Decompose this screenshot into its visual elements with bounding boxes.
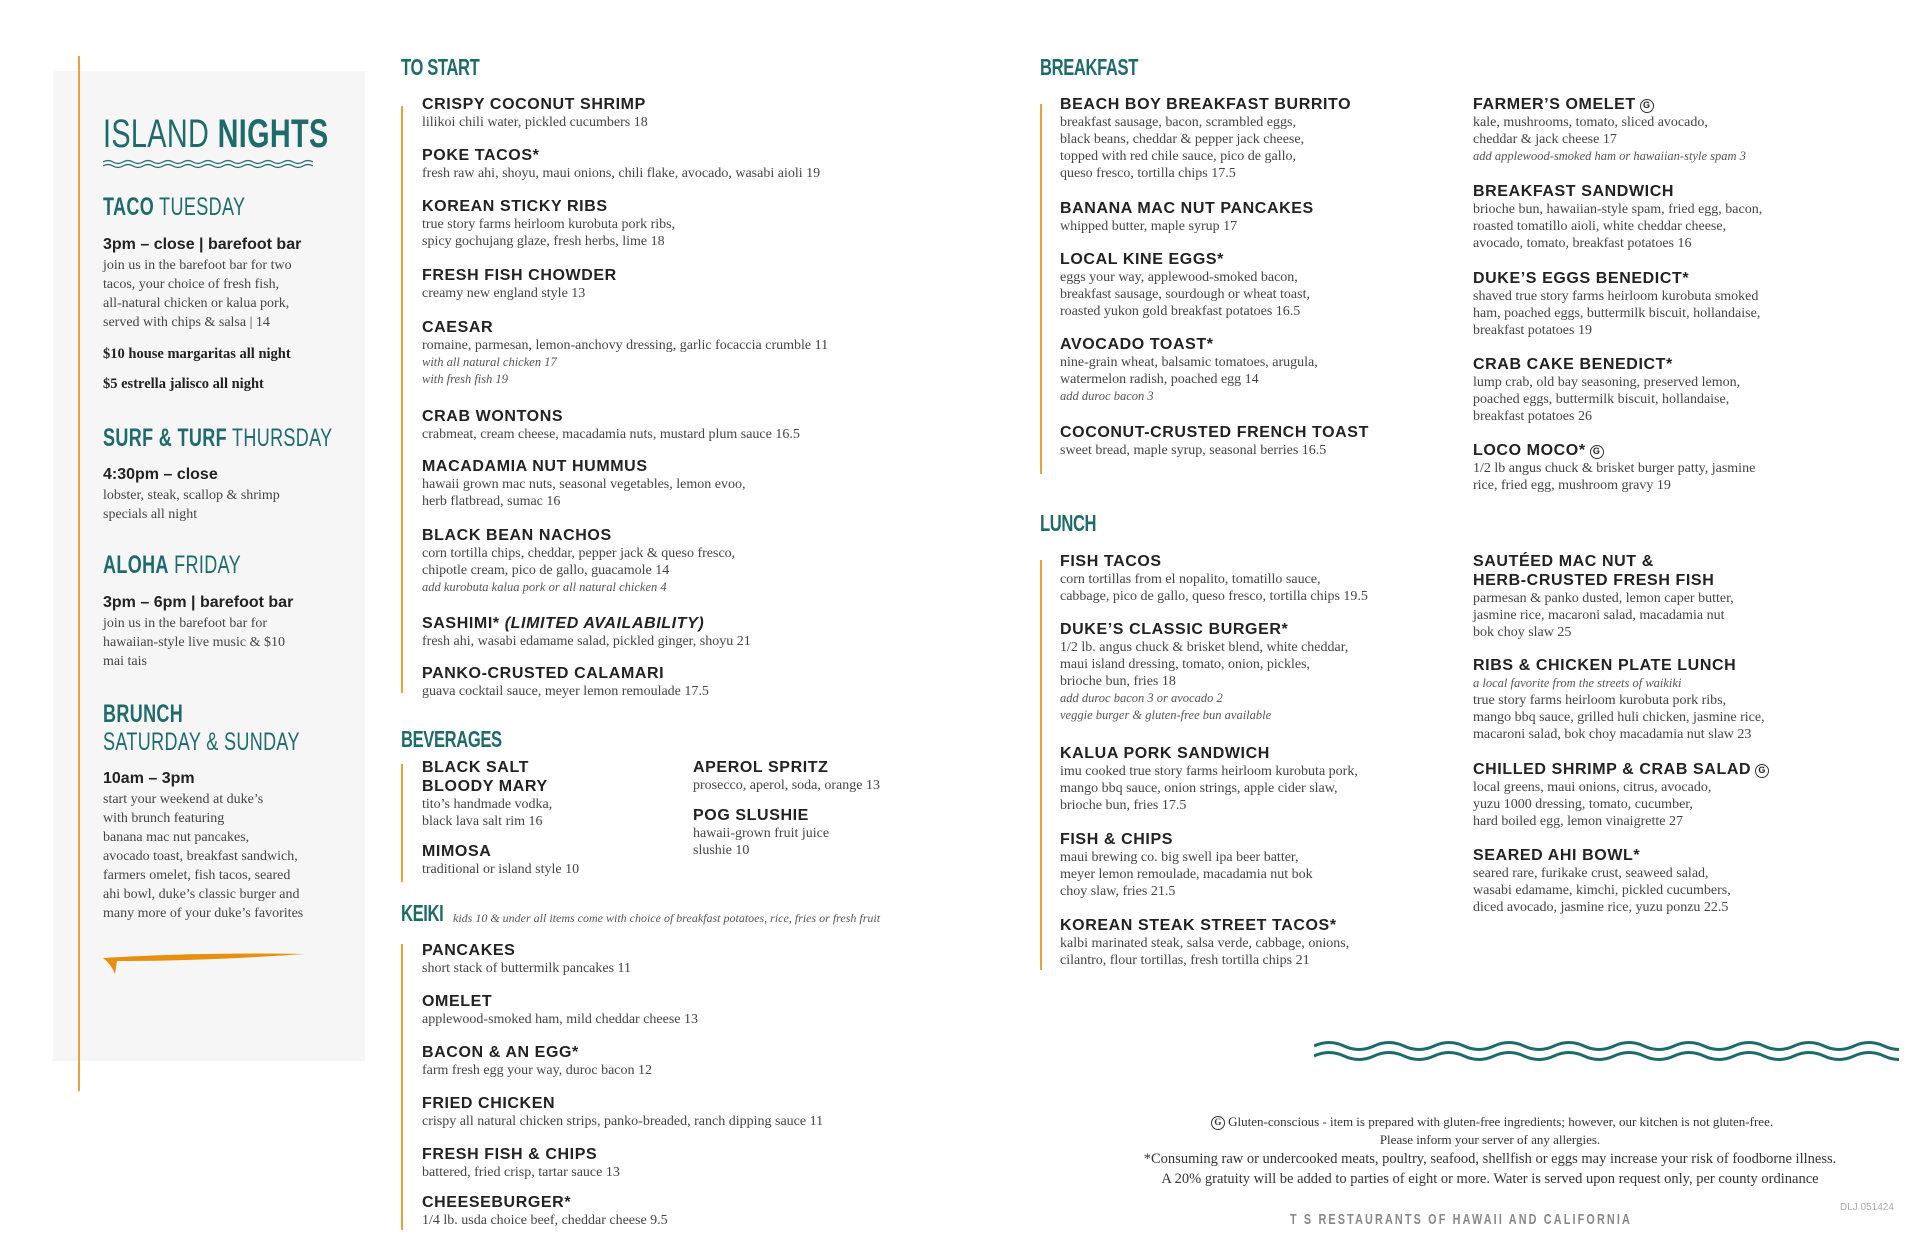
item-description: breakfast sausage, bacon, scrambled eggs, black beans, cheddar & pepper jack cheese, topped with red chile sauce, pico de gallo, queso fresco, tortilla chips 17.5: [1060, 115, 1305, 181]
item-name-text: FISH TACOS: [1060, 553, 1162, 570]
to-start-title: TO START: [401, 54, 480, 80]
item-description: lilikoi chili water, pickled cucumbers 18: [422, 115, 648, 130]
menu-item: [1060, 250, 1310, 320]
menu-item: [422, 1094, 823, 1130]
wave-divider: [103, 159, 313, 169]
to-start-bar: [401, 106, 403, 693]
item-name-text: CAESAR: [422, 319, 494, 336]
wave-decoration: [1314, 1040, 1899, 1064]
item-name: POG SLUSHIE: [693, 807, 809, 824]
item-name-text: KALUA PORK SANDWICH: [1060, 745, 1270, 762]
sidebar-accent-line: [78, 56, 80, 1091]
menu-item: [1473, 552, 1734, 641]
menu-item: [422, 614, 751, 650]
breakfast-bar: [1040, 104, 1042, 474]
item-name-text: FRESH FISH CHOWDER: [422, 267, 617, 284]
item-name: [1060, 423, 1369, 442]
taco-deal-margaritas: $10 house margaritas all night: [103, 346, 291, 362]
taco-text: join us in the barefoot bar for two tacos, your choice of fresh fish, all-natural chicken or kalua pork, served with chips & salsa | 14: [103, 258, 292, 330]
item-description: traditional or island style 10: [422, 862, 580, 877]
menu-item: [1060, 744, 1358, 814]
item-name: [1060, 552, 1368, 571]
gluten-free-icon: [1640, 99, 1654, 113]
item-name-text: SEARED AHI BOWL*: [1473, 847, 1641, 864]
item-name-text: SAUTÉED MAC NUT & HERB-CRUSTED FRESH FISH: [1473, 553, 1715, 589]
item-name: [1060, 916, 1349, 935]
item-name: [1060, 95, 1351, 114]
item-name-text: COCONUT-CRUSTED FRENCH TOAST: [1060, 424, 1369, 441]
breakfast-title: BREAKFAST: [1040, 54, 1138, 80]
item-note: with all natural chicken 17 with fresh fish 19: [422, 355, 557, 386]
item-description: true story farms heirloom kurobuta pork ribs, mango bbq sauce, grilled huli chicken, jasmine rice, macaroni salad, bok choy macadamia nut slaw 23: [1473, 693, 1765, 742]
item-name-text: SASHIMI*: [422, 615, 500, 632]
brunch-time: 10am – 3pm: [103, 770, 195, 787]
item-description: corn tortilla chips, cheddar, pepper jack & queso fresco, chipotle cream, pico de gallo, guacamole 14: [422, 546, 736, 578]
beverages-bar: [401, 764, 403, 882]
item-name-text: PANCAKES: [422, 942, 516, 959]
item-name-text: BLACK SALT BLOODY MARY: [422, 759, 548, 795]
item-name-text: FRESH FISH & CHIPS: [422, 1146, 598, 1163]
item-name: [1060, 620, 1348, 639]
allergy-note: Please inform your server of any allergies.: [1379, 1132, 1601, 1147]
brunch-days: SATURDAY & SUNDAY: [103, 728, 300, 756]
menu-item: [422, 146, 820, 182]
beverages-title: BEVERAGES: [401, 726, 502, 752]
item-name-text: KOREAN STICKY RIBS: [422, 198, 608, 215]
item-description: guava cocktail sauce, meyer lemon remoulade 17.5: [422, 684, 709, 699]
item-name-text: MIMOSA: [422, 843, 492, 860]
item-note: a local favorite from the streets of waikiki: [1473, 676, 1682, 690]
item-name-text: CRAB WONTONS: [422, 408, 564, 425]
item-name: [1060, 830, 1313, 849]
item-name: [422, 266, 617, 285]
raw-warning: *Consuming raw or undercooked meats, poultry, seafood, shellfish or eggs may increase your risk of foodborne illness.: [1143, 1151, 1837, 1167]
gratuity-note: A 20% gratuity will be added to parties of eight or more. Water is served upon request only, per county ordinance: [1161, 1171, 1819, 1187]
item-description: farm fresh egg your way, duroc bacon 12: [422, 1063, 653, 1078]
item-availability: (LIMITED AVAILABILITY): [499, 615, 705, 632]
item-name: [1473, 656, 1765, 675]
item-name: [1473, 269, 1760, 288]
item-name: [1473, 95, 1746, 114]
menu-item: [422, 842, 579, 878]
item-name-text: BLACK BEAN NACHOS: [422, 527, 612, 544]
item-name-text: DUKE’S CLASSIC BURGER*: [1060, 621, 1289, 638]
item-description: parmesan & panko dusted, lemon caper butter, jasmine rice, macaroni salad, macadamia nut bok choy slaw 25: [1473, 591, 1734, 640]
item-description: local greens, maui onions, citrus, avocado, yuzu 1000 dressing, tomato, cucumber, hard boiled egg, lemon vinaigrette 27: [1473, 780, 1712, 829]
item-name: [422, 457, 745, 476]
menu-item: [422, 266, 617, 302]
menu-item: [1060, 199, 1314, 235]
item-description: sweet bread, maple syrup, seasonal berries 16.5: [1060, 443, 1327, 458]
menu-item: [1473, 95, 1746, 165]
gluten-free-icon: [1590, 445, 1604, 459]
surf-time: 4:30pm – close: [103, 466, 218, 483]
item-name-text: BEACH BOY BREAKFAST BURRITO: [1060, 96, 1352, 113]
item-name: [422, 95, 648, 114]
menu-item: [422, 758, 552, 830]
item-name: [1473, 355, 1740, 374]
menu-item: [422, 457, 745, 510]
item-name-text: FISH & CHIPS: [1060, 831, 1173, 848]
item-name-text: POKE TACOS*: [422, 147, 540, 164]
menu-item: [1060, 830, 1313, 900]
item-name: APEROL SPRITZ: [693, 759, 829, 776]
island-nights-title: ISLAND NIGHTS: [103, 112, 329, 156]
menu-item: [1473, 656, 1765, 743]
item-description: fresh ahi, wasabi edamame salad, pickled ginger, shoyu 21: [422, 634, 751, 649]
keiki-title: KEIKI: [401, 900, 444, 926]
item-name-text: BANANA MAC NUT PANCAKES: [1060, 200, 1314, 217]
brunch-text: start your weekend at duke’s with brunch featuring banana mac nut pancakes, avocado toast, breakfast sandwich, farmers omelet, fish tacos, seared ahi bowl, duke’s classic burger and many more of your duke’s favorites: [103, 792, 304, 921]
taco-deal-estrella: $5 estrella jalisco all night: [103, 376, 264, 392]
menu-item: [1473, 441, 1755, 494]
item-name-text: LOCAL KINE EGGS*: [1060, 251, 1224, 268]
menu-code: DLJ 051424: [1840, 1202, 1894, 1213]
item-note: add duroc bacon 3: [1060, 389, 1154, 403]
item-description: battered, fried crisp, tartar sauce 13: [422, 1165, 620, 1180]
item-name-text: PANKO-CRUSTED CALAMARI: [422, 665, 665, 682]
item-description: lump crab, old bay seasoning, preserved lemon, poached eggs, buttermilk biscuit, hollandaise, breakfast potatoes 26: [1473, 375, 1741, 424]
item-name: [422, 1145, 620, 1164]
item-note: add kurobuta kalua pork or all natural chicken 4: [422, 580, 667, 594]
item-name-text: FRIED CHICKEN: [422, 1095, 556, 1112]
menu-item: [1473, 846, 1731, 916]
menu-item: [422, 992, 698, 1028]
item-description: prosecco, aperol, soda, orange 13: [693, 778, 880, 793]
menu-item: [1060, 916, 1349, 969]
keiki-subtitle: kids 10 & under all items come with choice of breakfast potatoes, rice, fries or fresh fruit: [453, 911, 881, 925]
menu-item: [422, 407, 800, 443]
menu-item: [1060, 423, 1369, 459]
item-description: kale, mushrooms, tomato, sliced avocado, cheddar & jack cheese 17: [1473, 115, 1708, 147]
item-description: nine-grain wheat, balsamic tomatoes, arugula, watermelon radish, poached egg 14: [1060, 355, 1318, 387]
item-description: corn tortillas from el nopalito, tomatillo sauce, cabbage, pico de gallo, queso fresco, tortilla chips 19.5: [1060, 572, 1368, 604]
item-description: hawaii-grown fruit juice slushie 10: [693, 826, 830, 858]
item-name-text: AVOCADO TOAST*: [1060, 336, 1214, 353]
menu-item: [1060, 552, 1368, 605]
menu-item: [422, 95, 648, 131]
item-description: kalbi marinated steak, salsa verde, cabbage, onions, cilantro, flour tortillas, fresh tortilla chips 21: [1060, 936, 1350, 968]
menu-item: [422, 318, 828, 388]
item-description: seared rare, furikake crust, seaweed salad, wasabi edamame, kimchi, pickled cucumbers, diced avocado, jasmine rice, yuzu ponzu 22.5: [1473, 866, 1731, 915]
item-name: [422, 526, 735, 545]
keiki-bar: [401, 944, 403, 1230]
item-name-text: KOREAN STEAK STREET TACOS*: [1060, 917, 1337, 934]
item-name: [1060, 335, 1318, 354]
item-description: hawaii grown mac nuts, seasonal vegetables, lemon evoo, herb flatbread, sumac 16: [422, 477, 746, 509]
menu-item: [1060, 95, 1351, 182]
item-description: crabmeat, cream cheese, macadamia nuts, mustard plum sauce 16.5: [422, 427, 800, 442]
item-name-text: BACON & AN EGG*: [422, 1044, 579, 1061]
item-name: [1060, 199, 1314, 218]
item-description: applewood-smoked ham, mild cheddar cheese 13: [422, 1012, 699, 1027]
aloha-time: 3pm – 6pm | barefoot bar: [103, 594, 294, 611]
item-description: brioche bun, hawaiian-style spam, fried egg, bacon, roasted tomatillo aioli, white cheddar cheese, avocado, tomato, breakfast potatoes 16: [1473, 202, 1763, 251]
item-name-text: RIBS & CHICKEN PLATE LUNCH: [1473, 657, 1737, 674]
item-description: tito’s handmade vodka, black lava salt rim 16: [422, 797, 553, 829]
menu-item: [422, 1043, 652, 1079]
item-description: 1/2 lb angus chuck & brisket burger patty, jasmine rice, fried egg, mushroom gravy 19: [1473, 461, 1756, 493]
menu-item: [422, 526, 735, 596]
item-name-text: FARMER’S OMELET: [1473, 96, 1636, 113]
menu-item: [422, 1193, 668, 1229]
brunch-heading: BRUNCH: [103, 700, 184, 728]
menu-item: [1473, 355, 1740, 425]
menu-item: [693, 806, 829, 859]
item-description: true story farms heirloom kurobuta pork ribs, spicy gochujang glaze, fresh herbs, lime 18: [422, 217, 676, 249]
item-name: [1473, 182, 1762, 201]
item-name: [422, 1094, 823, 1113]
menu-item: [422, 664, 709, 700]
item-description: shaved true story farms heirloom kurobuta smoked ham, poached eggs, buttermilk biscuit, hollandaise, breakfast potatoes 19: [1473, 289, 1761, 338]
item-description: 1/2 lb. angus chuck & brisket blend, white cheddar, maui island dressing, tomato, onion, pickles, brioche bun, fries 18: [1060, 640, 1349, 689]
menu-item: [693, 758, 880, 794]
lunch-bar: [1040, 560, 1042, 970]
item-name-text: CHEESEBURGER*: [422, 1194, 572, 1211]
item-name: [422, 842, 579, 861]
lunch-title: LUNCH: [1040, 510, 1097, 536]
item-name: [422, 941, 631, 960]
item-name: [422, 614, 751, 633]
item-name-text: CRISPY COCONUT SHRIMP: [422, 96, 646, 113]
item-description: imu cooked true story farms heirloom kurobuta pork, mango bbq sauce, onion strings, apple cider slaw, brioche bun, fries 17.5: [1060, 764, 1358, 813]
item-name: [1473, 760, 1769, 779]
aloha-friday-heading: ALOHA FRIDAY: [103, 551, 242, 579]
item-description: 1/4 lb. usda choice beef, cheddar cheese 9.5: [422, 1213, 668, 1228]
taco-tuesday-heading: TACO TUESDAY: [103, 193, 246, 221]
item-name: [422, 664, 709, 683]
item-description: short stack of buttermilk pancakes 11: [422, 961, 632, 976]
aloha-text: join us in the barefoot bar for hawaiian-style live music & $10 mai tais: [103, 616, 285, 669]
company-name: T S RESTAURANTS OF HAWAII AND CALIFORNIA: [1290, 1211, 1632, 1228]
item-name: [1473, 846, 1731, 865]
menu-item: [422, 1145, 620, 1181]
menu-item: [1060, 335, 1318, 405]
item-name: [422, 1043, 652, 1062]
surf-text: lobster, steak, scallop & shrimp specials all night: [103, 488, 280, 522]
menu-item: [1473, 760, 1769, 830]
item-name: [422, 758, 552, 796]
menu-item: [422, 941, 631, 977]
item-name: [422, 407, 800, 426]
menu-item: [422, 197, 675, 250]
menu-item: [1060, 620, 1348, 724]
item-description: maui brewing co. big swell ipa beer batter, meyer lemon remoulade, macadamia nut bok choy slaw, fries 21.5: [1060, 850, 1313, 899]
item-name-text: MACADAMIA NUT HUMMUS: [422, 458, 648, 475]
item-description: creamy new england style 13: [422, 286, 586, 301]
item-description: romaine, parmesan, lemon-anchovy dressing, garlic focaccia crumble 11: [422, 338, 829, 353]
item-note: add applewood-smoked ham or hawaiian-style spam 3: [1473, 149, 1746, 163]
item-name: [422, 318, 828, 337]
item-name-text: CRAB CAKE BENEDICT*: [1473, 356, 1673, 373]
gluten-free-icon: [1211, 1116, 1225, 1130]
surf-turf-heading: SURF & TURF THURSDAY: [103, 424, 333, 452]
item-note: add duroc bacon 3 or avocado 2 veggie burger & gluten-free bun available: [1060, 691, 1272, 722]
item-description: whipped butter, maple syrup 17: [1060, 219, 1238, 234]
gluten-note: G Gluten-conscious - item is prepared with gluten-free ingredients; however, our kitchen is not gluten-free.: [1050, 1114, 1920, 1130]
surfboard-icon: [103, 952, 308, 978]
item-name-text: OMELET: [422, 993, 493, 1010]
item-name: [1060, 744, 1358, 763]
item-name: [1060, 250, 1310, 269]
item-name: [422, 1193, 668, 1212]
taco-time: 3pm – close | barefoot bar: [103, 236, 302, 253]
item-description: crispy all natural chicken strips, panko-breaded, ranch dipping sauce 11: [422, 1114, 824, 1129]
item-description: fresh raw ahi, shoyu, maui onions, chili flake, avocado, wasabi aioli 19: [422, 166, 821, 181]
item-name: [1473, 441, 1755, 460]
item-name-text: DUKE’S EGGS BENEDICT*: [1473, 270, 1690, 287]
item-name: [1473, 552, 1734, 590]
item-name-text: LOCO MOCO*: [1473, 442, 1586, 459]
gluten-free-icon: [1755, 764, 1769, 778]
item-name-text: BREAKFAST SANDWICH: [1473, 183, 1675, 200]
menu-item: [1473, 269, 1760, 339]
item-description: eggs your way, applewood-smoked bacon, breakfast sausage, sourdough or wheat toast, roasted yukon gold breakfast potatoes 16.5: [1060, 270, 1310, 319]
item-name: [422, 146, 820, 165]
item-name-text: CHILLED SHRIMP & CRAB SALAD: [1473, 761, 1752, 778]
item-name: [422, 197, 675, 216]
item-name: [422, 992, 698, 1011]
menu-item: [1473, 182, 1762, 252]
